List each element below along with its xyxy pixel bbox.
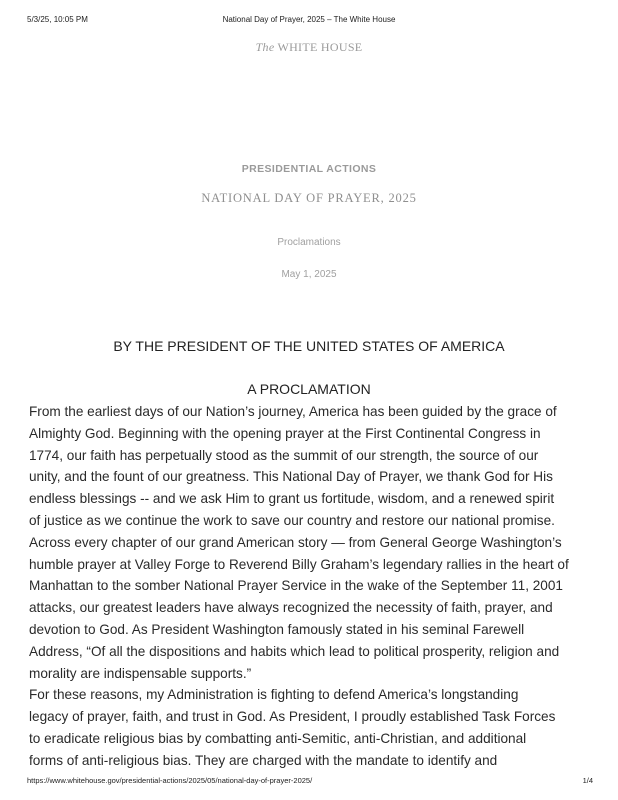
body-line: 1774, our faith has perpetually stood as the summit of our strength, the source of our [29,447,539,463]
body-line: humble prayer at Valley Forge to Reverend Billy Graham’s legendary rallies in the heart of [29,556,569,572]
body-line: morality are indispensable supports.” [29,665,252,681]
publish-date: May 1, 2025 [281,269,337,280]
proclamation-heading: A PROCLAMATION [247,381,371,397]
print-document-title: National Day of Prayer, 2025 – The White House [222,15,396,24]
page-title: NATIONAL DAY OF PRAYER, 2025 [201,191,417,205]
body-line: to eradicate religious bias by combatting anti-Semitic, anti-Christian, and additional [29,730,527,746]
body-line: Almighty God. Beginning with the opening prayer at the First Continental Congress in [29,425,541,441]
logo-the: The [255,40,275,54]
by-the-president-line: BY THE PRESIDENT OF THE UNITED STATES OF AMERICA [113,338,505,354]
body-line: Address, “Of all the dispositions and habits which lead to political prosperity, religion and [29,643,560,659]
logo-name: WHITE HOUSE [277,40,363,54]
white-house-logo[interactable] [0,40,618,55]
print-timestamp: 5/3/25, 10:05 PM [27,15,88,24]
body-line: attacks, our greatest leaders have always recognized the necessity of faith, prayer, and [29,600,553,616]
body-line: Manhattan to the somber National Prayer Service in the wake of the September 11, 2001 [29,578,563,594]
body-line: forms of anti-religious bias. They are charged with the mandate to identify and [29,752,498,768]
body-line: legacy of prayer, faith, and trust in God. As President, I proudly established Task Forces [29,709,556,725]
body-line: of justice as we continue the work to save our country and restore our national promise. [29,512,555,528]
category-link[interactable]: Proclamations [277,237,341,248]
proclamation-body [29,401,594,772]
body-line: unity, and the fount of our greatness. This National Day of Prayer, we thank God for His [29,469,553,485]
body-line: From the earliest days of our Nation’s journey, America has been guided by the grace of [29,404,557,419]
body-line: endless blessings -- and we ask Him to grant us fortitude, wisdom, and a renewed spirit [29,491,555,507]
body-line: devotion to God. As President Washington famously stated in his seminal Farewell [29,621,525,637]
print-page-number: 1/4 [582,776,593,785]
print-url: https://www.whitehouse.gov/presidential-actions/2025/05/national-day-of-prayer-2025/ [27,776,313,785]
body-line: Across every chapter of our grand American story — from General George Washington’s [29,534,562,550]
section-label[interactable]: PRESIDENTIAL ACTIONS [241,163,377,175]
body-line: For these reasons, my Administration is fighting to defend America’s longstanding [29,687,519,703]
